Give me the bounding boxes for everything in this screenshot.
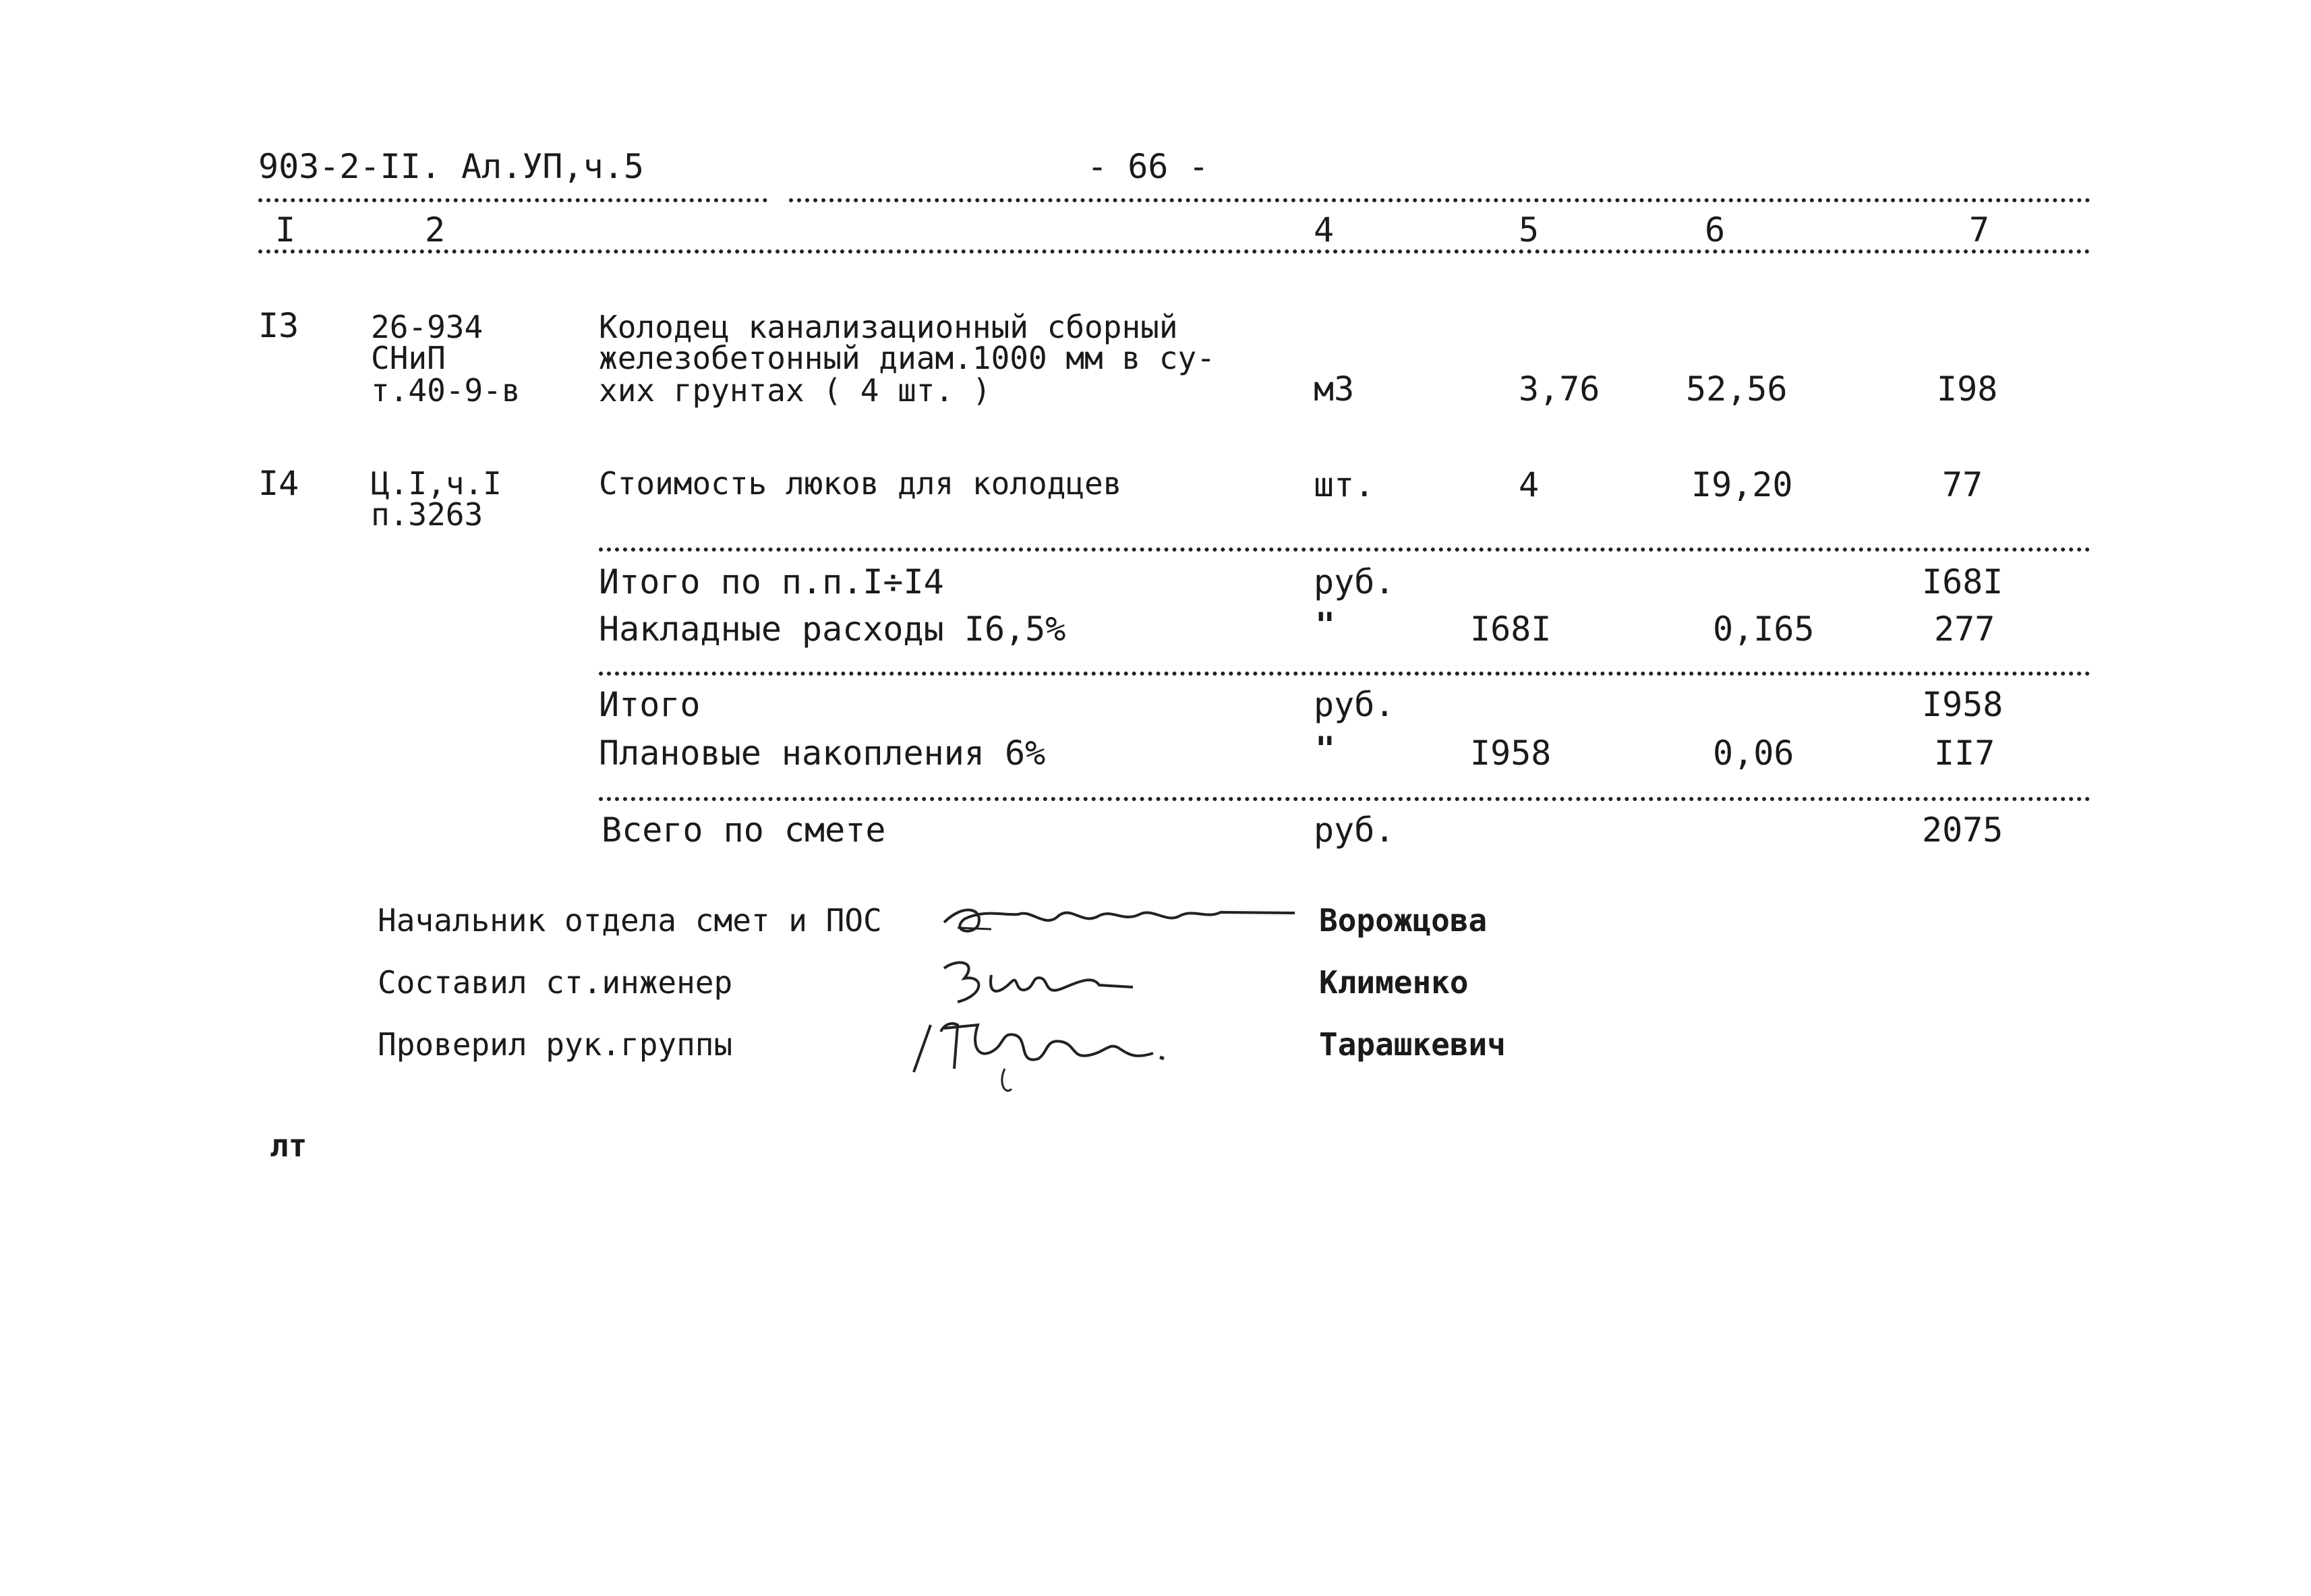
row-price: I9,20 [1691, 465, 1793, 504]
subtotal2-label: Итого [599, 685, 701, 724]
row-unit: шт. [1314, 465, 1375, 504]
handwritten-signature-1 [937, 889, 1301, 943]
page-number: - 66 - [1087, 147, 1209, 186]
header-rule-left [258, 198, 767, 202]
column-header-rule [258, 249, 2090, 254]
overhead-label: Накладные расходы I6,5% [599, 610, 1066, 649]
profit-label: Плановые накопления 6% [599, 734, 1046, 773]
row-quantity: 4 [1519, 465, 1540, 504]
row-total: I98 [1937, 370, 1998, 409]
profit-rate: 0,06 [1713, 734, 1794, 773]
row-code-line: 26-934 [371, 309, 484, 345]
profit-total: II7 [1934, 734, 1995, 773]
overhead-base: I68I [1470, 610, 1552, 649]
grand-total-unit: руб. [1314, 810, 1395, 850]
signature-role: Составил ст.инженер [378, 964, 733, 1001]
document-code: 903-2-II. Ал.УП,ч.5 [258, 147, 644, 186]
row-code-line: п.3263 [371, 496, 484, 533]
overhead-total: 277 [1934, 610, 1995, 649]
signature-name: Клименко [1319, 964, 1469, 1001]
row-code-line: СНиП [371, 340, 446, 376]
footer-mark: лт [270, 1127, 308, 1164]
subtotal1-total: I68I [1922, 562, 2003, 601]
col-header-5: 5 [1519, 210, 1540, 249]
profit-unit: " [1315, 730, 1336, 769]
col-header-1: I [275, 210, 296, 249]
row-quantity: 3,76 [1519, 370, 1600, 409]
col-header-6: 6 [1705, 210, 1726, 249]
row-unit: м3 [1314, 370, 1355, 409]
profit-base: I958 [1470, 734, 1552, 773]
grand-total-value: 2075 [1922, 810, 2003, 850]
overhead-rate: 0,I65 [1713, 610, 1815, 649]
signature-name: Тарашкевич [1319, 1026, 1506, 1063]
subtotal1-label: Итого по п.п.I÷I4 [599, 562, 944, 601]
row-number: I3 [258, 306, 299, 345]
col-header-2: 2 [425, 210, 446, 249]
grand-total-rule [599, 797, 2090, 801]
row-number: I4 [258, 464, 299, 503]
handwritten-signature-3 [904, 1005, 1207, 1106]
row-description-line: Стоимость люков для колодцев [599, 465, 1122, 502]
subtotal1-unit: руб. [1314, 562, 1395, 601]
row-description-line: железобетонный диам.1000 мм в су- [599, 340, 1215, 376]
row-code-line: Ц.I,ч.I [371, 465, 502, 502]
row-total: 77 [1942, 465, 1983, 504]
subtotal-rule-2 [599, 672, 2090, 676]
signature-role: Начальник отдела смет и ПОС [378, 902, 882, 939]
signature-role: Проверил рук.группы [378, 1026, 733, 1063]
header-rule-right [789, 198, 2090, 202]
row-price: 52,56 [1686, 370, 1788, 409]
overhead-unit: " [1315, 605, 1336, 645]
subtotal-rule-1 [599, 548, 2090, 552]
col-header-4: 4 [1314, 210, 1335, 249]
row-description-line: Колодец канализационный сборный [599, 309, 1178, 345]
grand-total-label: Всего по смете [602, 810, 886, 850]
col-header-7: 7 [1969, 210, 1990, 249]
signature-name: Ворожцова [1319, 902, 1488, 939]
subtotal2-total: I958 [1922, 685, 2003, 724]
row-code-line: т.40-9-в [371, 372, 521, 409]
row-description-line: хих грунтах ( 4 шт. ) [599, 372, 991, 409]
subtotal2-unit: руб. [1314, 685, 1395, 724]
